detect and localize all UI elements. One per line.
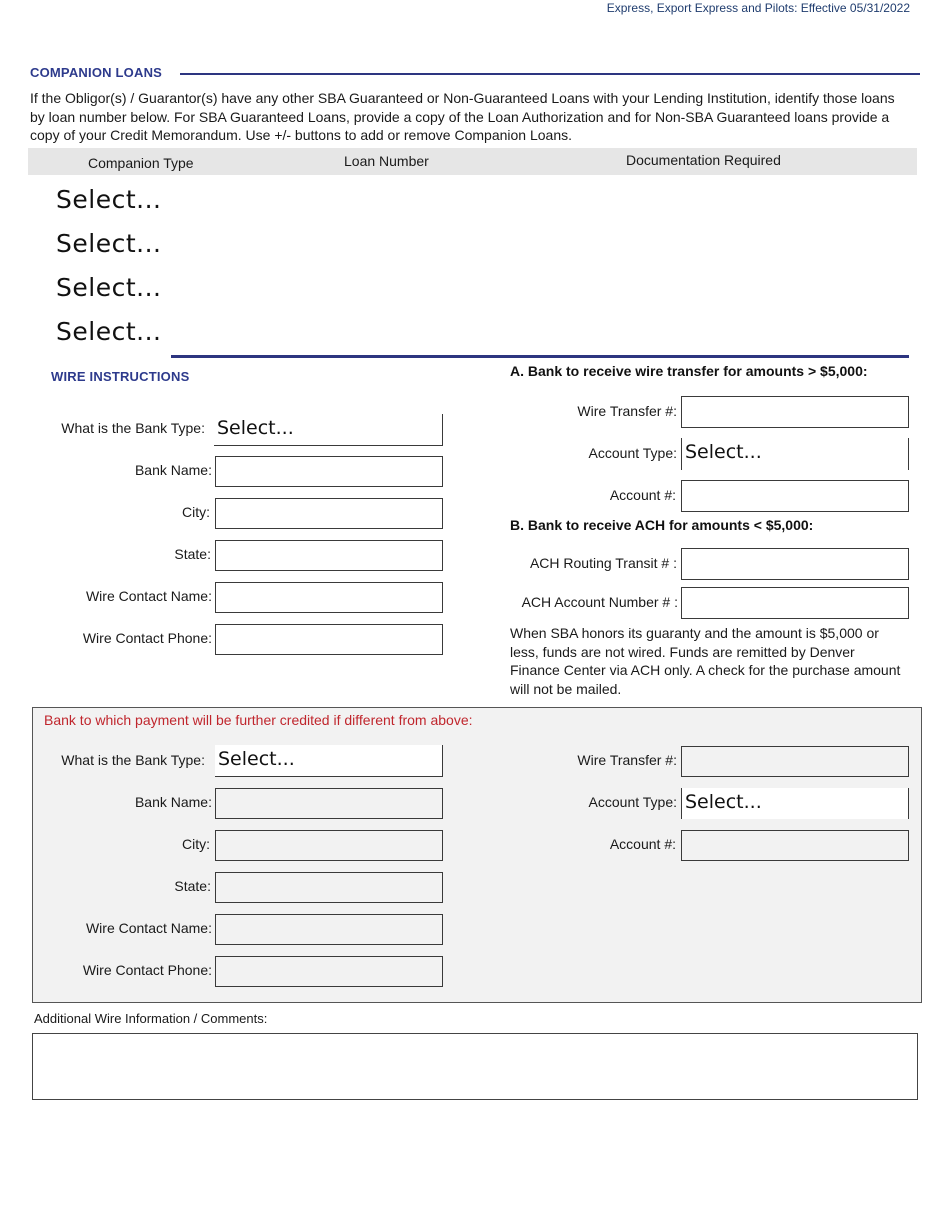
col-loan-number: Loan Number: [344, 153, 429, 169]
further-credit-note: Bank to which payment will be further credited if different from above:: [44, 712, 473, 728]
bank-type-label: What is the Bank Type:: [61, 420, 205, 436]
wire-instructions-title: WIRE INSTRUCTIONS: [51, 369, 190, 384]
further-city-label: City:: [182, 836, 210, 852]
ach-note: When SBA honors its guaranty and the amount is $5,000 or less, funds are not wired. Funds are remitted by Denver Finance Center via ACH only. A check for the purchase amount will not be mailed.: [510, 625, 901, 697]
account-no-label: Account #:: [609, 487, 676, 503]
comments-field[interactable]: [32, 1033, 918, 1100]
state-label: State:: [174, 546, 211, 562]
further-state-label: State:: [174, 878, 211, 894]
account-type-label: Account Type:: [588, 445, 677, 461]
further-bank-name-field[interactable]: [215, 788, 443, 819]
companion-rule: [180, 73, 920, 75]
wire-transfer-label: Wire Transfer #:: [577, 403, 677, 419]
further-bank-type-label: What is the Bank Type:: [61, 752, 205, 768]
further-wire-transfer-label: Wire Transfer #:: [577, 752, 677, 768]
further-contact-phone-field[interactable]: [215, 956, 443, 987]
further-account-no-label: Account #:: [609, 836, 676, 852]
contact-phone-label: Wire Contact Phone:: [82, 630, 212, 646]
further-account-type-label: Account Type:: [588, 794, 677, 810]
companion-type-select[interactable]: Select...: [56, 273, 162, 302]
further-account-type-select[interactable]: Select...: [681, 788, 909, 819]
ach-routing-field[interactable]: [681, 548, 909, 580]
companion-type-select[interactable]: Select...: [56, 185, 162, 214]
companion-table-header: [28, 148, 917, 175]
state-field[interactable]: [215, 540, 443, 571]
section-a-heading: A. Bank to receive wire transfer for amounts > $5,000:: [510, 363, 868, 379]
further-city-field[interactable]: [215, 830, 443, 861]
further-wire-transfer-field[interactable]: [681, 746, 909, 777]
ach-routing-label: ACH Routing Transit # :: [529, 555, 677, 571]
bank-type-select[interactable]: Select...: [214, 414, 443, 446]
companion-intro: If the Obligor(s) / Guarantor(s) have any other SBA Guaranteed or Non-Guaranteed Loans with your Lending Institution, identify those loans by loan number below. For SBA Guaranteed Loans, provide a copy of the Loan Authorization and for Non-SBA Guaranteed loans provide a copy of your Credit Memorandum. Use +/- buttons to add or remove Companion Loans.: [30, 90, 895, 144]
col-documentation: Documentation Required: [626, 152, 781, 168]
account-type-select[interactable]: Select...: [681, 438, 909, 470]
companion-loans-title: COMPANION LOANS: [30, 65, 163, 80]
comments-label: Additional Wire Information / Comments:: [34, 1011, 268, 1026]
further-bank-type-select[interactable]: Select...: [215, 745, 443, 777]
further-contact-phone-label: Wire Contact Phone:: [82, 962, 212, 978]
further-state-field[interactable]: [215, 872, 443, 903]
further-contact-name-field[interactable]: [215, 914, 443, 945]
city-field[interactable]: [215, 498, 443, 529]
wire-transfer-field[interactable]: [681, 396, 909, 428]
ach-account-field[interactable]: [681, 587, 909, 619]
further-contact-name-label: Wire Contact Name:: [85, 920, 212, 936]
ach-account-label: ACH Account Number # :: [521, 594, 678, 610]
wire-rule: [171, 355, 909, 358]
companion-type-select[interactable]: Select...: [56, 317, 162, 346]
section-b-heading: B. Bank to receive ACH for amounts < $5,000:: [510, 517, 814, 533]
bank-name-field[interactable]: [215, 456, 443, 487]
city-label: City:: [182, 504, 210, 520]
further-account-no-field[interactable]: [681, 830, 909, 861]
effective-date: Express, Export Express and Pilots: Effective 05/31/2022: [606, 1, 910, 15]
bank-name-label: Bank Name:: [134, 462, 212, 478]
contact-phone-field[interactable]: [215, 624, 443, 655]
contact-name-field[interactable]: [215, 582, 443, 613]
further-bank-name-label: Bank Name:: [134, 794, 212, 810]
account-no-field[interactable]: [681, 480, 909, 512]
contact-name-label: Wire Contact Name:: [85, 588, 212, 604]
companion-type-select[interactable]: Select...: [56, 229, 162, 258]
col-companion-type: Companion Type: [88, 155, 194, 171]
